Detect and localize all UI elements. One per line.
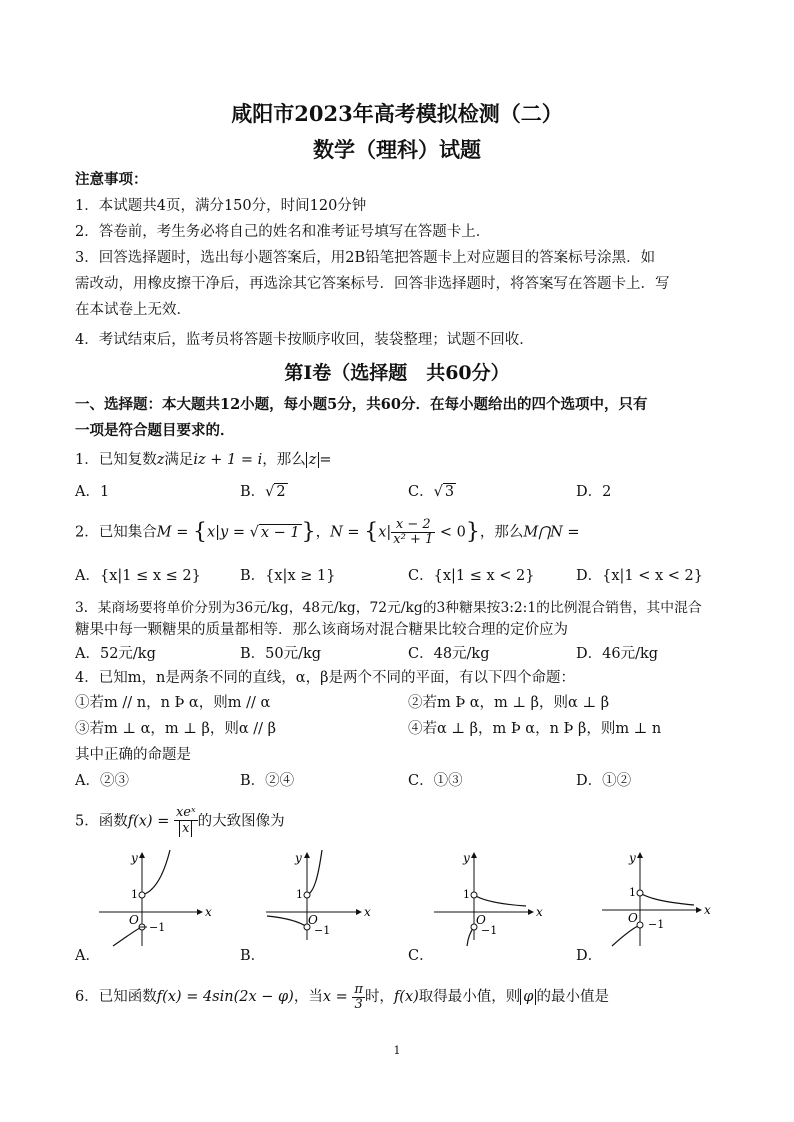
q2-option-a: A．{x|1 ≤ x ≤ 2} [75,568,201,584]
label-neg-one: −1 [481,924,498,937]
question-6-stem: 6．已知函数f(x) = 4sin(2x − φ)，当x = $\frac{\pi}{3}$ 时，f(x)取得最小值，则 φ 的最小值是 [75,981,609,1012]
q5-option-d: D． [576,948,603,964]
q3-option-d: D．46元/kg [576,646,659,662]
x-axis-label: x [205,905,212,919]
q3-option-c: C．48元/kg [408,646,490,662]
notice-item: 4．考试结束后，监考员将答题卡按顺序收回，装袋整理；试题不回收． [75,332,534,348]
y-axis-label: y [295,851,302,865]
x-axis-label: x [704,903,711,917]
q4-option-a: A．②③ [75,773,129,789]
q2-option-b: B．{x|x ≥ 1} [240,568,336,584]
exam-subtitle: 数学（理科）试题 [313,137,481,162]
q3-option-a: A．52元/kg [75,646,156,662]
graph-b [262,848,382,948]
q4-proposition-4: ④若α ⊥ β，m Þ α，n Þ β，则m ⊥ n [408,721,662,737]
question-3-stem: 糖果中每一颗糖果的质量都相等．那么该商场对混合糖果比较合理的定价应为 [75,622,568,638]
q4-option-c: C．①③ [408,773,463,789]
label-neg-one: −1 [314,924,331,937]
question-4-stem: 4．已知m，n是两条不同的直线，α，β是两个不同的平面，有以下四个命题： [75,670,575,686]
question-5-stem: 5．函数f(x) = $\frac{\text{xeˣ}}{x}$ 的大致图像为 [75,805,285,836]
origin-label: O [308,913,318,927]
y-axis-label: y [131,851,138,865]
label-one: 1 [629,886,636,899]
q2-option-d: D．{x|1 < x < 2} [576,568,704,584]
q3-option-b: B．50元/kg [240,646,322,662]
q4-proposition-3: ③若m ⊥ α，m ⊥ β，则α // β [75,721,277,737]
q4-option-b: B．②④ [240,773,295,789]
q1-option-d: D．2 [576,484,612,500]
exam-title: 咸阳市2023年高考模拟检测（二） [231,101,563,126]
label-one: 1 [131,888,138,901]
part-instruction: 一项是符合题目要求的． [75,422,235,439]
q1-option-b: B．√ 2 [240,484,286,500]
graph-c [430,848,550,948]
page-number: 1 [393,1044,401,1057]
q4-proposition-1: ①若m // n，n Þ α，则m // α [75,695,271,711]
q1-option-a: A．1 [75,484,110,500]
origin-label: O [476,913,486,927]
question-3-stem: 3．某商场要将单价分别为36元/kg，48元/kg，72元/kg的3种糖果按3:2:1的比例混合销售，其中混合 [75,600,702,616]
graph-d [598,848,718,948]
origin-label: O [628,911,638,925]
notice-item: 在本试卷上无效． [75,302,191,318]
question-2-stem: 2．已知集合M = {x|y = √ x − 1}，N = {x| $\frac{x - 2}{\text{x² + 1}}$ < 0}，那么M⋂N = [75,517,580,547]
x-axis-label: x [536,905,543,919]
label-one: 1 [463,888,470,901]
origin-label: O [129,913,139,927]
label-neg-one: −1 [648,918,665,931]
q4-proposition-2: ②若m Þ α，m ⊥ β，则α ⊥ β [408,695,610,711]
notice-item: 3．回答选择题时，选出每小题答案后，用2B铅笔把答题卡上对应题目的答案标号涂黑．如 [75,250,656,266]
q5-option-c: C． [408,948,434,964]
question-1-stem: 1．已知复数z满足iz + 1 = i，那么 z = [75,452,332,468]
q4-option-d: D．①② [576,773,632,789]
notice-item: 1．本试题共4页，满分150分，时间120分钟 [75,198,367,214]
q5-option-b: B． [240,948,266,964]
q1-option-c: C．√ 3 [408,484,455,500]
y-axis-label: y [629,851,636,865]
q2-option-c: C．{x|1 ≤ x < 2} [408,568,535,584]
part-instruction: 一、选择题：本大题共12小题，每小题5分，共60分．在每小题给出的四个选项中，只有 [75,396,648,413]
x-axis-label: x [364,905,371,919]
section-title: 第Ⅰ卷（选择题 共60分） [284,362,510,384]
graph-a [95,848,215,948]
notice-heading: 注意事项： [75,171,148,188]
q5-option-a: A． [75,948,100,964]
question-4-ask: 其中正确的命题是 [75,747,191,763]
label-neg-one: −1 [149,921,166,934]
label-one: 1 [296,888,303,901]
notice-item: 2．答卷前，考生务必将自己的姓名和准考证号填写在答题卡上． [75,224,491,240]
y-axis-label: y [463,851,470,865]
notice-item: 需改动，用橡皮擦干净后，再选涂其它答案标号．回答非选择题时，将答案写在答题卡上．写 [75,276,670,292]
